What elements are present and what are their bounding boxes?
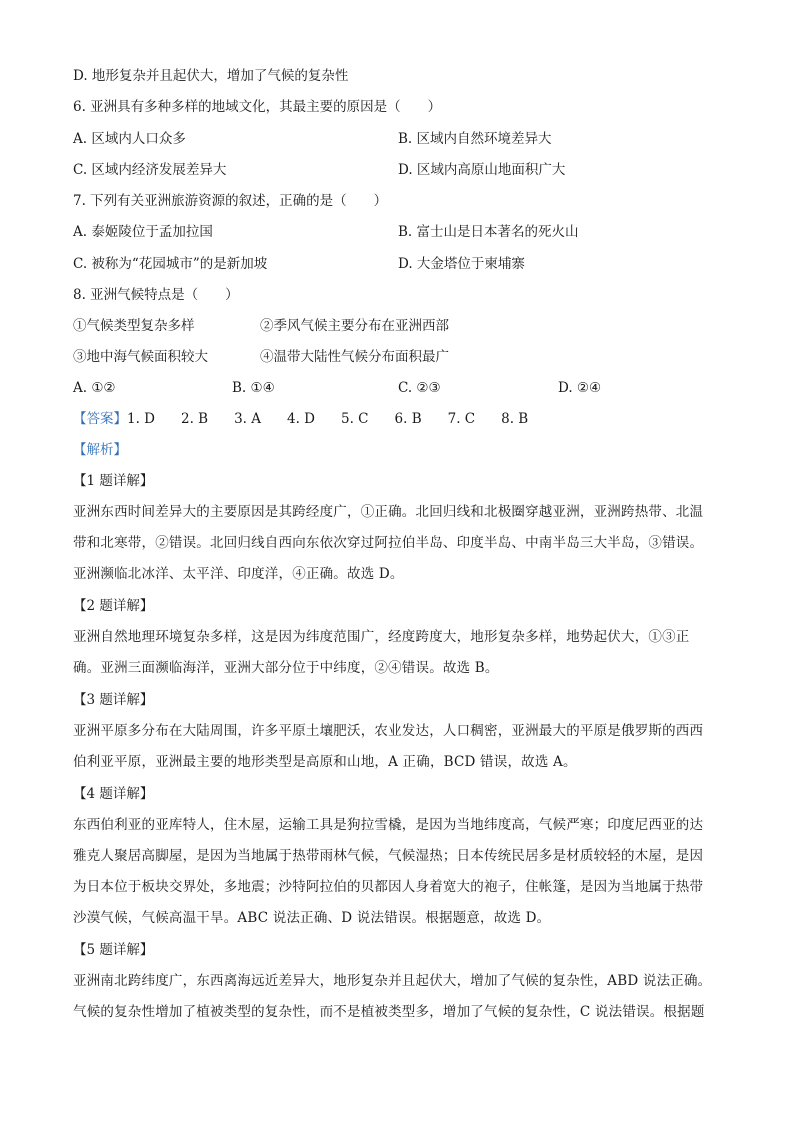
detail-1-body xyxy=(73,497,723,590)
answer-5: 5. C xyxy=(341,411,369,427)
q8-statement-3: ③地中海气候面积较大 xyxy=(73,349,208,365)
detail-2-body xyxy=(73,622,723,684)
detail-1-title: 【1 题详解】 xyxy=(73,473,154,489)
detail-4-body xyxy=(73,810,723,934)
detail-2-line-2: 确。亚洲三面濒临海洋，亚洲大部分位于中纬度，②④错误。故选 B。 xyxy=(73,660,499,676)
detail-5-line-2: 气候的复杂性增加了植被类型的复杂性，而不是植被类型多，增加了气候的复杂性，C 说法错误。根据题 xyxy=(73,1004,705,1020)
q8-statement-4: ④温带大陆性气候分布面积最广 xyxy=(260,349,449,365)
q6-option-a: A. 区域内人口众多 xyxy=(73,131,186,147)
answer-8: 8. B xyxy=(501,411,529,427)
q5-option-d: D. 地形复杂并且起伏大，增加了气候的复杂性 xyxy=(73,68,349,84)
q7-option-a: A. 泰姬陵位于孟加拉国 xyxy=(73,224,213,240)
detail-2-line-1: 亚洲自然地理环境复杂多样，这是因为纬度范围广，经度跨度大，地形复杂多样，地势起伏大，①③正 xyxy=(73,629,690,645)
q8-option-a: A. ①② xyxy=(73,380,116,396)
detail-3-line-2: 伯利亚平原，亚洲最主要的地形类型是高原和山地，A 正确，BCD 错误，故选 A。 xyxy=(73,754,577,770)
q8-stem: 8. 亚洲气候特点是（ ） xyxy=(73,287,239,303)
detail-3-line-1: 亚洲平原多分布在大陆周围，许多平原土壤肥沃，农业发达，人口稠密，亚洲最大的平原是俄罗斯的西西 xyxy=(73,723,704,739)
analysis-label: 【解析】 xyxy=(73,442,127,458)
detail-5-line-1: 亚洲南北跨纬度广，东西离海远近差异大，地形复杂并且起伏大，增加了气候的复杂性，ABD 说法正确。 xyxy=(73,973,712,989)
answer-1: 1. D xyxy=(127,411,155,427)
detail-4-line-4: 沙漠气候，气候高温干旱。ABC 说法正确、D 说法错误。根据题意，故选 D。 xyxy=(73,910,551,926)
q6-option-b: B. 区域内自然环境差异大 xyxy=(398,131,552,147)
detail-5-title: 【5 题详解】 xyxy=(73,942,154,958)
q6-option-d: D. 区域内高原山地面积广大 xyxy=(398,162,566,178)
answer-label: 【答案】 xyxy=(73,411,127,427)
detail-2-title: 【2 题详解】 xyxy=(73,598,154,614)
answer-4: 4. D xyxy=(287,411,316,427)
detail-1-line-3: 亚洲濒临北冰洋、太平洋、印度洋，④正确。故选 D。 xyxy=(73,566,404,582)
detail-4-line-1: 东西伯利亚的亚库特人，住木屋，运输工具是狗拉雪橇，是因为当地纬度高，气候严寒；印度尼西亚的达 xyxy=(73,817,704,833)
answer-row xyxy=(73,410,528,428)
detail-5-body xyxy=(73,966,723,1028)
detail-4-line-2: 雅克人聚居高脚屋，是因为当地属于热带雨林气候，气候湿热；日本传统民居多是材质较轻的木屋，是因 xyxy=(73,848,704,864)
answer-6: 6. B xyxy=(394,411,422,427)
q8-statement-2: ②季风气候主要分布在亚洲西部 xyxy=(260,318,449,334)
answer-3: 3. A xyxy=(234,411,262,427)
detail-3-body xyxy=(73,716,723,778)
q7-option-b: B. 富士山是日本著名的死火山 xyxy=(398,224,579,240)
q6-stem: 6. 亚洲具有多种多样的地域文化，其最主要的原因是（ ） xyxy=(73,99,442,115)
q8-option-b: B. ①④ xyxy=(232,380,275,396)
q7-stem: 7. 下列有关亚洲旅游资源的叙述，正确的是（ ） xyxy=(73,193,388,209)
q8-statement-1: ①气候类型复杂多样 xyxy=(73,318,195,334)
detail-1-line-2: 带和北寒带，②错误。北回归线自西向东依次穿过阿拉伯半岛、印度半岛、中南半岛三大半岛，③错误。 xyxy=(73,535,704,551)
q8-option-d: D. ②④ xyxy=(558,380,602,396)
detail-4-line-3: 为日本位于板块交界处，多地震；沙特阿拉伯的贝都因人身着宽大的袍子，住帐篷，是因为当地属于热带 xyxy=(73,879,704,895)
detail-1-line-1: 亚洲东西时间差异大的主要原因是其跨经度广，①正确。北回归线和北极圈穿越亚洲，亚洲跨热带、北温 xyxy=(73,504,704,520)
q7-option-c: C. 被称为“花园城市”的是新加坡 xyxy=(73,256,268,272)
q7-option-d: D. 大金塔位于柬埔寨 xyxy=(398,256,525,272)
detail-3-title: 【3 题详解】 xyxy=(73,692,154,708)
q8-option-c: C. ②③ xyxy=(398,380,441,396)
answer-7: 7. C xyxy=(447,411,476,427)
detail-4-title: 【4 题详解】 xyxy=(73,786,154,802)
q6-option-c: C. 区域内经济发展差异大 xyxy=(73,162,227,178)
answer-2: 2. B xyxy=(181,411,209,427)
